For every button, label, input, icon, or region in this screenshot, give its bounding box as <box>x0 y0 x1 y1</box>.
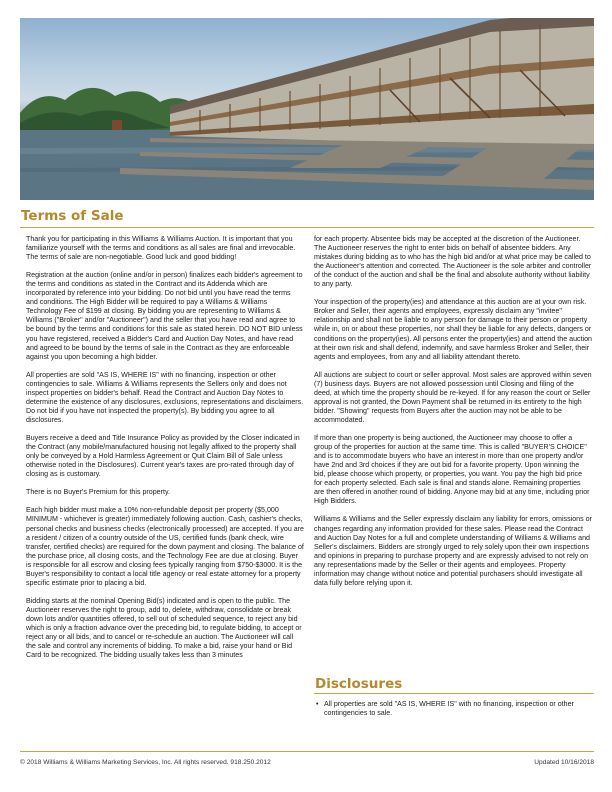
terms-column-right <box>314 235 592 597</box>
terms-paragraph: If more than one property is being auctioned, the Auctioneer may choose to offer a group of the properties for auction at the same time. This is called "BUYER'S CHOICE" and is to accommodate buyers who have an interest in more than one property and/or have 2nd and 3rd choices if they are out bid for a favorite property. Upon winning the bid, please choose which property, or properties, you want. You pay the high bid price for each property selected. Each sale is final and stands alone. Remaining properties are then offered in another round of bidding. Anyone may bid at any time, including prior High Bidders. <box>314 434 590 506</box>
terms-paragraph: Your inspection of the property(ies) and attendance at this auction are at your own risk. Broker and Seller, their agents and employees, expressly disclaim any "invitee" relationship and shall not be liable to any person for damage to their person or property while in, on or about these properties, nor shall they be liable for any defects, dangers or conditions on the property(ies). All persons enter the property(ies) and attend the auction at their own risk and shall defend, indemnify, and save harmless Broker and Seller, their agents and employees, from any and all liability attendant thereto. <box>314 298 592 361</box>
waterfront-condos-photo-icon <box>20 18 594 200</box>
list-item <box>316 700 592 718</box>
terms-of-sale-heading: Terms of Sale <box>21 208 124 224</box>
terms-heading-rule <box>20 227 594 228</box>
terms-column-left <box>26 235 304 669</box>
terms-paragraph: There is no Buyer's Premium for this property. <box>26 488 170 497</box>
terms-paragraph: Bidding starts at the nominal Opening Bid(s) indicated and is open to the public. The Auctioneer reserves the right to group, add to, delete, withdraw, consolidate or break down lots and/or quantities offered, to sell out of scheduled sequence, to reject any bid which is only a fraction advance over the preceding bid, to regulate bidding, to accept or reject any or all bids, and to cancel or re-schedule an auction. The Auctioneer will call the sale and control any increments of bidding. To make a bid, raise your hand or Bid Card to be recognized. The bidding usually takes less than 3 minutes <box>26 596 302 660</box>
terms-paragraph: Buyers receive a deed and Title Insurance Policy as provided by the Closer indicated in the Contract (any mobile/manufactured housing not legally affixed to the property shall only be conveyed by a Hold Harmless Agreement or Quit Claim Bill of Sale unless otherwise noted in the Disclosures). Current year's taxes are pro-rated through day of closing as is customary. <box>26 434 300 479</box>
terms-paragraph: Registration at the auction (online and/or in person) finalizes each bidder's agreement to the terms and conditions as stated in the Contract and its Addenda which are incorporated by reference into your bidding. Do not bid until you have read the terms and conditions. The High Bidder will be required to pay a Williams & Williams Technology Fee of $199 at closing. By bidding you are representing to Williams & Williams ("Broker" and/or "Auctioneer") and the seller that you have read and agree to be bound by the terms and conditions for this sale as stated herein. DO NOT BID unless you have registered, received a Bidder's Card and Auction Day Notes, and have read and agreed to be bound by the terms of sale in the Contract as they are enforceable against you upon becoming a high bidder. <box>26 271 303 361</box>
footer-copyright: © 2018 Williams & Williams Marketing Services, Inc. All rights reserved. 918.250.2012 <box>20 759 271 766</box>
bullet-icon: • <box>316 700 319 708</box>
terms-paragraph: for each property. Absentee bids may be accepted at the discretion of the Auctioneer. The Auctioneer reserves the right to enter bids on behalf of absentee bidders. Any mistakes during bidding as to who has the high bid and/or at what price may be called to the Auctioneer's attention and corrected. The Auctioneer is the sole arbiter and controller of the conduct of the auction and shall be the final and absolute authority without liability to any party. <box>314 235 592 289</box>
terms-paragraph: Thank you for participating in this Williams & Williams Auction. It is important that you familiarize yourself with the terms and conditions as all sales are final and irrevocable. The terms of sale are non-negotiable. Good luck and good bidding! <box>26 235 296 262</box>
disclosures-heading: Disclosures <box>315 676 403 692</box>
disclosure-text: All properties are sold "AS IS, WHERE IS" with no financing, inspection or other contingencies to sale. <box>324 700 574 718</box>
footer <box>20 759 594 766</box>
terms-paragraph: All auctions are subject to court or seller approval. Most sales are approved within seven (7) business days. Buyers are not allowed possession until Closing and filing of the deed, at which time the property should be re-keyed. If for any reason the court or Seller approval is not granted, the Down Payment shall be returned in its entirety to the high bidder. "Showing" requests from Buyers after the auction may not be able to be accommodated. <box>314 370 592 424</box>
footer-rule <box>20 751 594 752</box>
footer-updated-date: Updated 10/16/2018 <box>534 759 594 766</box>
terms-paragraph: Each high bidder must make a 10% non-refundable deposit per property ($5,000 MINIMUM - whichever is greater) immediately following auction. Cash, cashier's checks, personal checks and business checks (electronically processed) are accepted. If you are a resident / citizen of a country outside of the US, certified funds (bank check, wire transfer, certified checks) are required for the down payment and closing. The balance of the purchase price, all closing costs, and the Technology Fee are due at closing. Buyer is responsible for all escrow and closing fees typically ranging from $750-$3000. It is the Buyer's responsibility to contact a local title agency or real estate attorney for a property specific estimate prior to placing a bid. <box>26 506 304 587</box>
terms-paragraph: Williams & Williams and the Seller expressly disclaim any liability for errors, omissions or changes regarding any information provided for these sales. Please read the Contract and Auction Day Notes for a full and complete understanding of Williams & Williams and Seller's disclaimers. Bidders are strongly urged to rely solely upon their own inspections and opinions in preparing to purchase property and are expressly advised to not rely on any representations made by the Seller or their agents and employees. Property information may change without notice and potential purchasers should investigate all data fully before relying upon it. <box>314 515 592 587</box>
hero-photo <box>20 18 594 200</box>
disclosures-list <box>316 700 592 718</box>
terms-paragraph: All properties are sold "AS IS, WHERE IS" with no financing, inspection or other contingencies to sale. Williams & Williams represents the Sellers only and does not inspect properties on bidder's behalf. Read the Contract and Auction Day Notes to determine the existence of any disclosures, exclusions, representations and disclaimers. Do not bid if you have not inspected the property(s). By bidding you agree to all disclosures. <box>26 370 304 424</box>
disclosures-heading-rule <box>314 693 594 694</box>
